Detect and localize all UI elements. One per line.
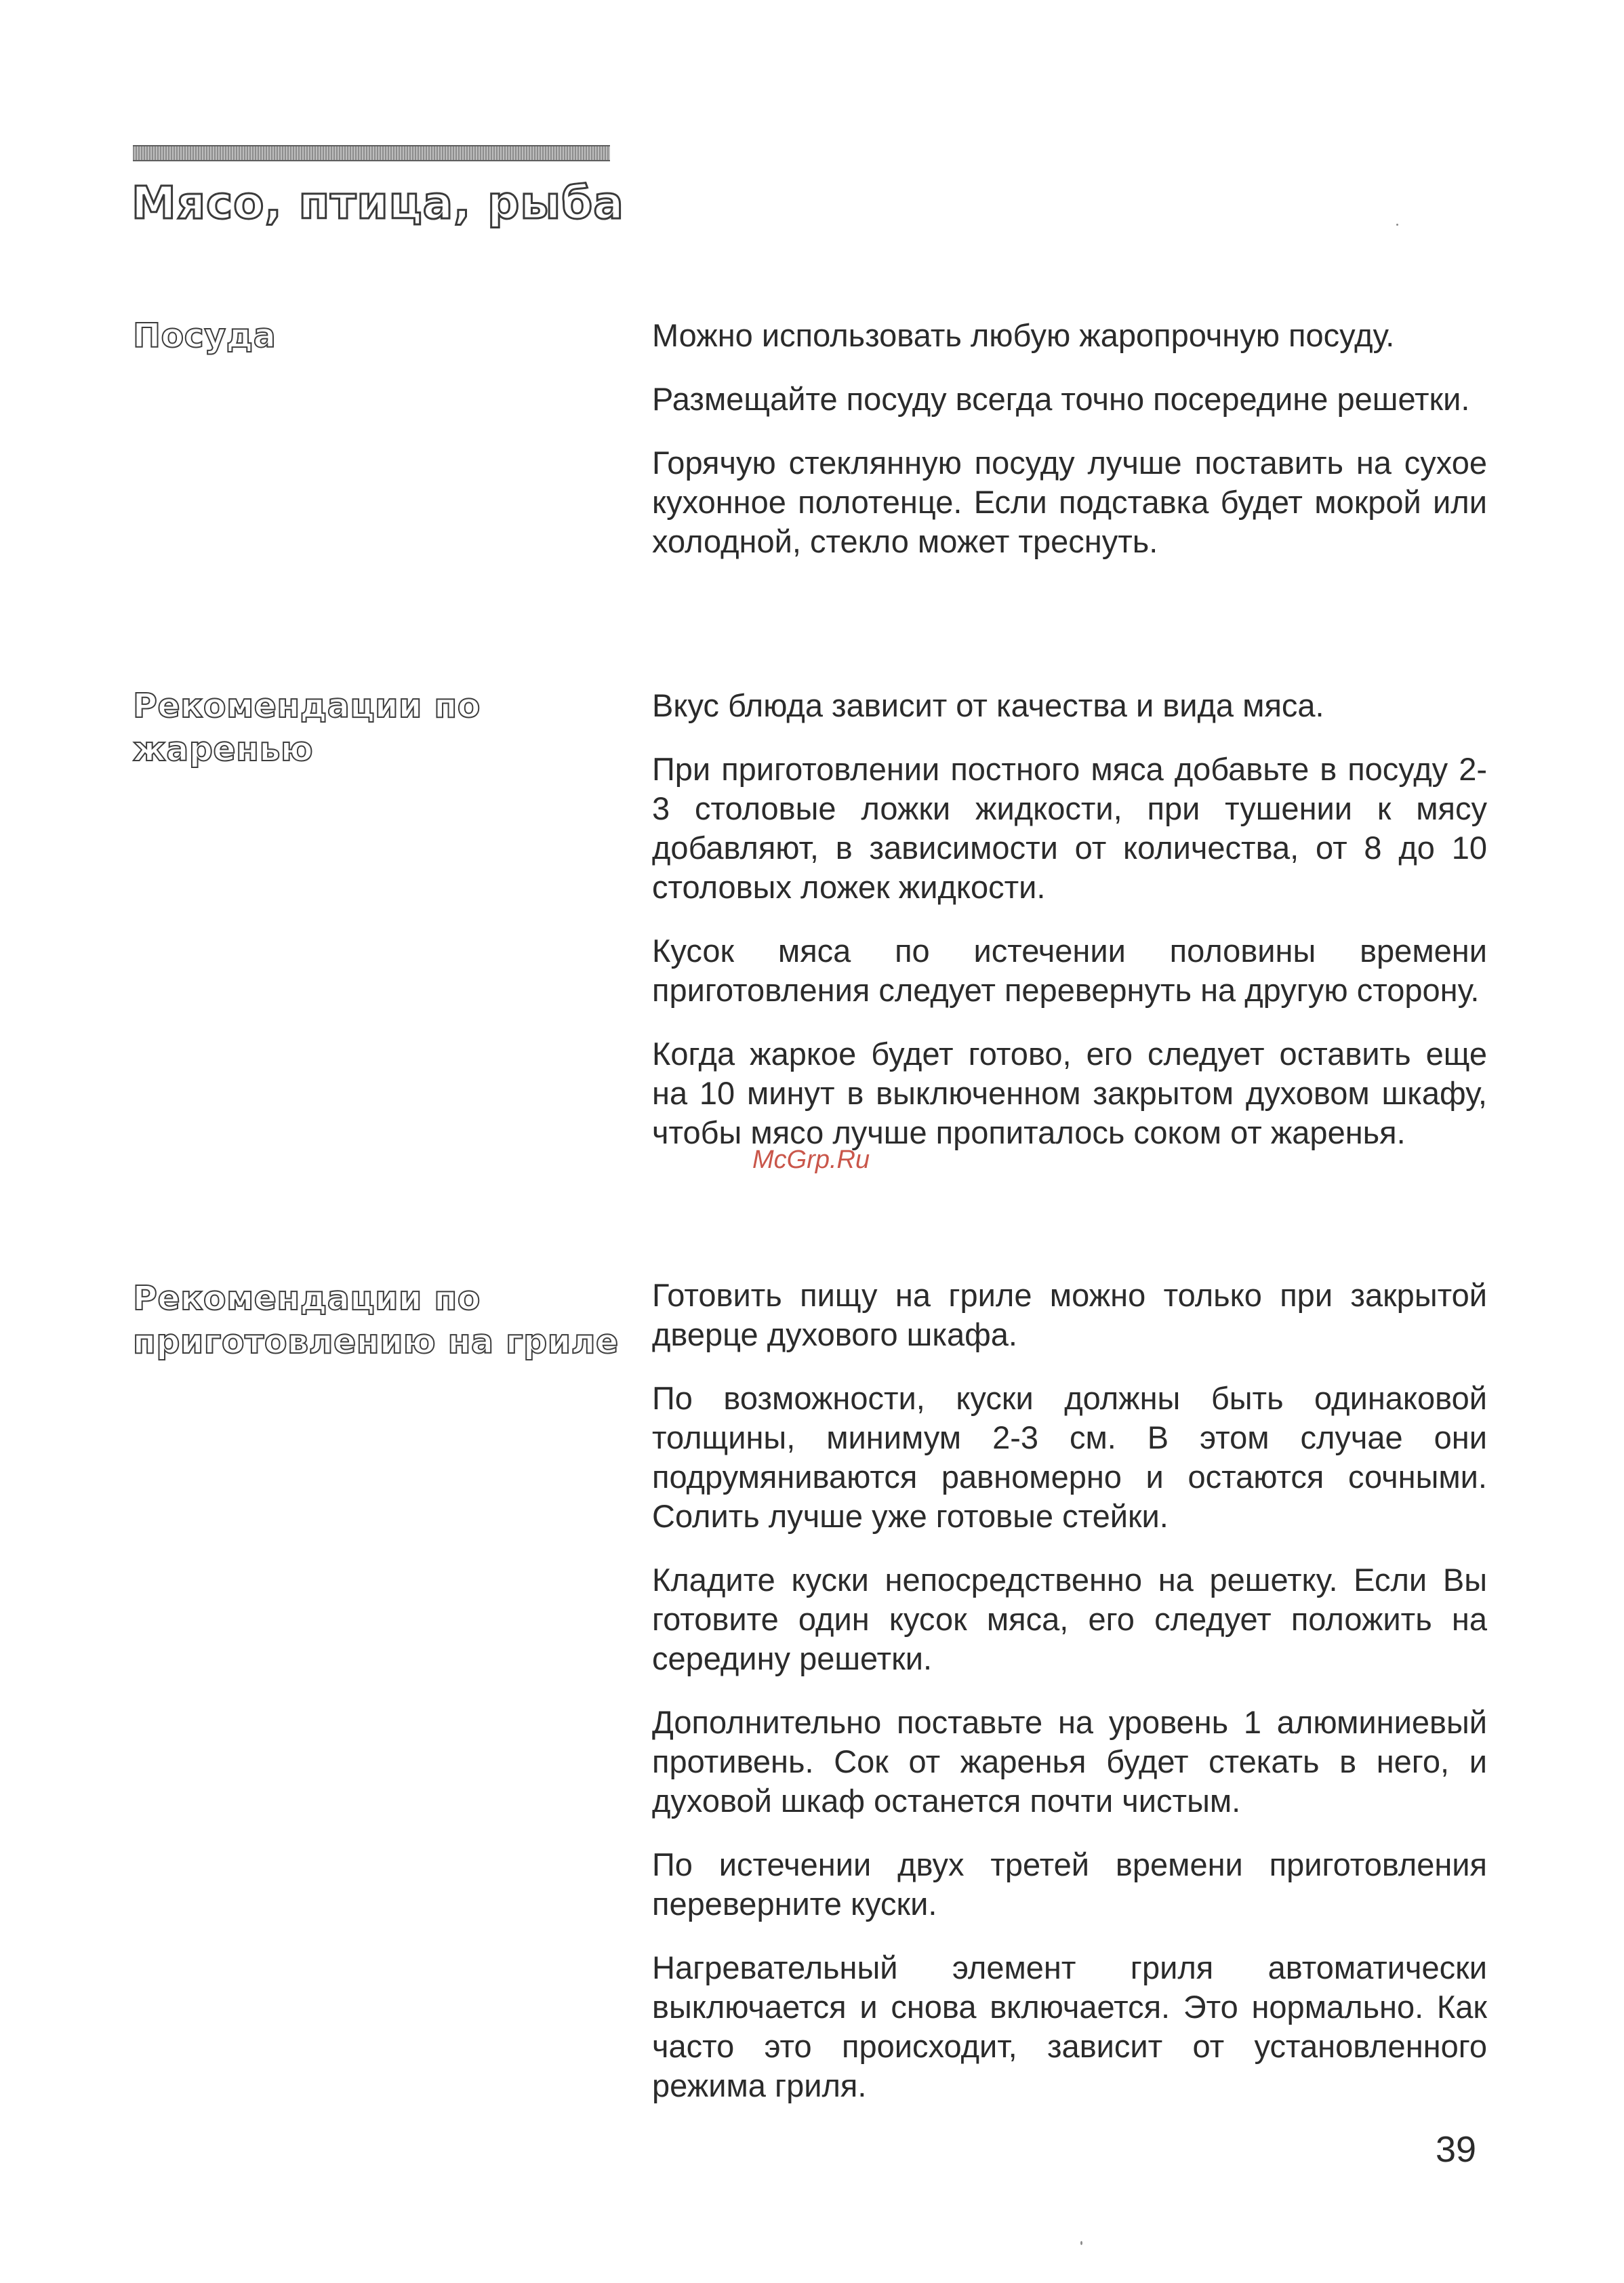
paragraph: Когда жаркое будет готово, его следует оставить еще на 10 минут в выключенном закрытом духовом шкафу, чтобы мясо лучше пропиталось соком от жаренья.: [652, 1036, 1487, 1150]
paragraph: При приготовлении постного мяса добавьте в посуду 2-3 столовые ложки жидкости, при тушении к мясу добавляют, в зависимости от количества, от 8 до 10 столовых ложек жидкости.: [652, 751, 1487, 905]
scan-speck: [1396, 224, 1398, 226]
section-heading-grilling: Рекомендации по приготовлению на гриле: [133, 1279, 619, 1361]
paragraph: Кладите куски непосредственно на решетку. Если Вы готовите один кусок мяса, его следует положить на середину решетки.: [652, 1562, 1487, 1676]
paragraph: Вкус блюда зависит от качества и вида мяса.: [652, 687, 1324, 723]
paragraph: Кусок мяса по истечении половины времени приготовления следует перевернуть на другую сторону.: [652, 933, 1487, 1008]
paragraph: Можно использовать любую жаропрочную посуду.: [652, 317, 1395, 353]
paragraph: Размещайте посуду всегда точно посередине решетки.: [652, 381, 1470, 417]
section-body-grilling: [652, 1276, 1487, 2130]
chapter-header-bar: [133, 145, 610, 161]
scan-speck: [1080, 2241, 1082, 2245]
paragraph: По возможности, куски должны быть одинаковой толщины, минимум 2-3 см. В этом случае они подрумяниваются равномерно и остаются сочными. Солить лучше уже готовые стейки.: [652, 1380, 1487, 1534]
section-heading-roasting: Рекомендации по жаренью: [133, 687, 481, 769]
page-number: 39: [1436, 2129, 1477, 2170]
section-body-cookware: [652, 316, 1487, 586]
paragraph: Нагревательный элемент гриля автоматически выключается и снова включается. Это нормально. Как часто это происходит, зависит от установленного режима гриля.: [652, 1949, 1487, 2103]
chapter-title: Мясо, птица, рыба: [131, 177, 624, 229]
watermark: McGrp.Ru: [752, 1146, 870, 1174]
section-heading-cookware: Посуда: [133, 317, 277, 355]
paragraph: Горячую стеклянную посуду лучше поставить на сухое кухонное полотенце. Если подставка будет мокрой или холодной, стекло может треснуть.: [652, 445, 1487, 559]
paragraph: По истечении двух третей времени приготовления переверните куски.: [652, 1846, 1487, 1922]
paragraph: Готовить пищу на гриле можно только при закрытой дверце духового шкафа.: [652, 1277, 1487, 1352]
section-body-roasting: [652, 686, 1487, 1177]
paragraph: Дополнительно поставьте на уровень 1 алюминиевый противень. Сок от жаренья будет стекать в него, и духовой шкаф останется почти чистым.: [652, 1704, 1487, 1819]
